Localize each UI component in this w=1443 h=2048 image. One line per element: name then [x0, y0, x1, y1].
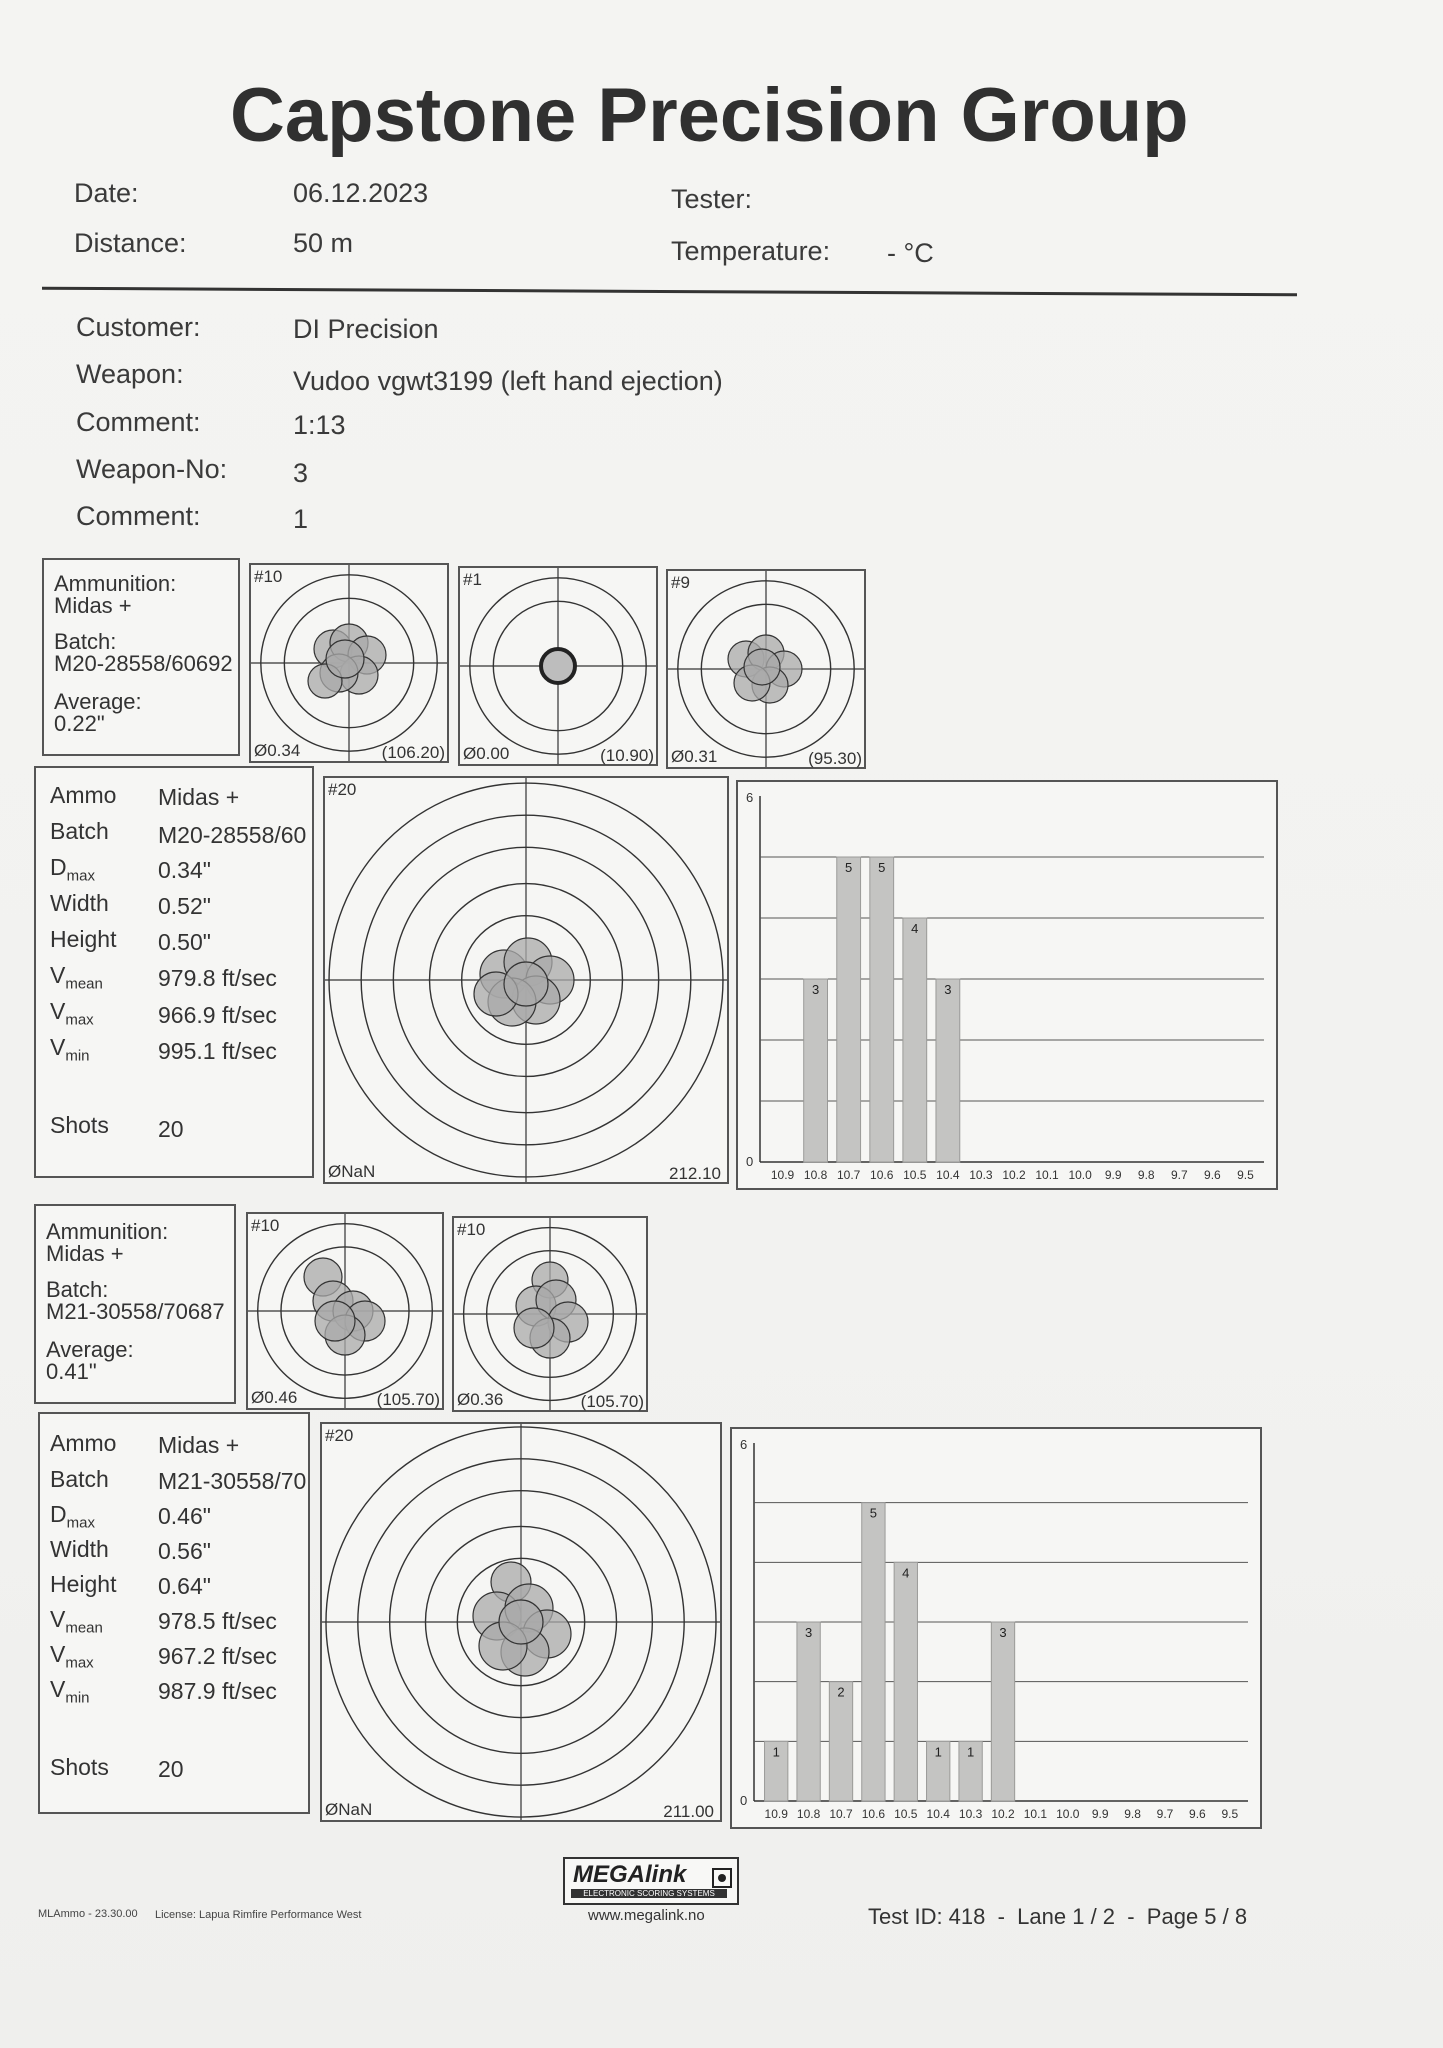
vmax-letter: V	[50, 998, 66, 1024]
stats-table	[38, 1412, 310, 1814]
target-rings	[454, 1218, 646, 1410]
group-diameter: Ø0.34	[254, 741, 301, 760]
height-label: Height	[50, 926, 117, 952]
small-target	[458, 566, 658, 766]
shot-hole	[504, 962, 548, 1006]
vmean-sub: mean	[65, 1619, 103, 1637]
weapon-no-value: 3	[293, 458, 309, 488]
x-tick-label: 10.2	[991, 1807, 1015, 1821]
ammo-value: Midas +	[158, 784, 240, 810]
height-label: Height	[50, 1571, 117, 1597]
average-label: Average:	[46, 1337, 134, 1362]
comment-value-2: 1	[293, 504, 309, 534]
batch-value: M20-28558/60692	[54, 651, 233, 676]
ammunition-label: Ammunition:	[46, 1219, 169, 1244]
target-score: (95.30)	[808, 749, 862, 768]
histogram-bar	[894, 1562, 917, 1801]
small-target	[249, 563, 449, 763]
page-title: Capstone Precision Group	[230, 73, 1189, 158]
bar-value-label: 1	[772, 1744, 780, 1760]
target-id: #10	[254, 567, 283, 586]
vmean-sub: mean	[65, 975, 103, 993]
ammo-summary-box	[42, 558, 240, 756]
y-tick-label: 6	[740, 1437, 748, 1452]
x-tick-label: 10.9	[764, 1807, 788, 1821]
histogram-bar	[837, 857, 861, 1162]
histogram-bar	[991, 1622, 1014, 1801]
vmin-label	[50, 1034, 90, 1065]
shots-value: 20	[158, 1756, 184, 1782]
vmax-letter: V	[50, 1641, 66, 1667]
target-id: #10	[251, 1216, 280, 1235]
target-score: (105.70)	[580, 1392, 644, 1411]
histogram-bar	[862, 1503, 885, 1801]
comment-value: 1:13	[293, 410, 346, 440]
shot-hole	[499, 1600, 543, 1644]
x-tick-label: 10.5	[903, 1168, 927, 1182]
bar-value-label: 4	[911, 921, 919, 936]
group-diameter: ØNaN	[325, 1800, 373, 1819]
shots-label: Shots	[50, 1754, 109, 1780]
shots-label: Shots	[50, 1112, 109, 1138]
ammunition-value: Midas +	[54, 593, 132, 618]
vmin-sub: min	[65, 1047, 90, 1065]
x-tick-label: 9.7	[1170, 1168, 1188, 1182]
vmax-sub: max	[65, 1011, 94, 1029]
x-tick-label: 9.5	[1221, 1807, 1239, 1821]
vmean-letter: V	[50, 1606, 66, 1632]
width-value: 0.56"	[158, 1538, 211, 1564]
x-tick-label: 10.9	[770, 1168, 795, 1182]
distance-value: 50 m	[293, 228, 354, 258]
stats-table	[34, 766, 314, 1178]
software-version: MLAmmo - 23.30.00	[38, 1908, 138, 1920]
group-diameter: ØNaN	[328, 1162, 376, 1181]
ammunition-label: Ammunition:	[54, 571, 177, 596]
megalink-logo	[563, 1857, 739, 1905]
batch-label: Batch	[50, 818, 109, 844]
width-label: Width	[50, 890, 109, 916]
ammo-value: Midas +	[158, 1432, 240, 1458]
average-value: 0.41"	[46, 1359, 97, 1384]
batch-value: M21-30558/70687	[46, 1299, 225, 1324]
customer-label: Customer:	[76, 312, 201, 342]
x-tick-label: 10.6	[861, 1807, 886, 1821]
shot-hole	[744, 649, 780, 685]
small-target	[666, 569, 866, 769]
vmin-letter: V	[50, 1676, 66, 1702]
x-tick-label: 9.9	[1104, 1168, 1122, 1182]
temperature-value: - °C	[887, 238, 934, 268]
vmax-label	[50, 1641, 94, 1672]
histogram-bar	[804, 979, 828, 1162]
group-diameter: Ø0.36	[457, 1390, 504, 1409]
x-tick-label: 10.4	[936, 1168, 960, 1182]
vmin-value: 995.1 ft/sec	[158, 1038, 277, 1064]
bar-value-label: 1	[966, 1744, 975, 1760]
dmax-sub: max	[66, 1514, 95, 1532]
x-tick-label: 9.8	[1137, 1168, 1155, 1182]
batch-value: M21-30558/70	[158, 1468, 307, 1494]
target-id: #1	[463, 570, 482, 589]
vmean-value: 978.5 ft/sec	[158, 1608, 277, 1634]
histogram-chart	[738, 782, 1276, 1188]
dmax-letter: D	[50, 854, 67, 880]
y-tick-label: 0	[746, 1154, 754, 1169]
target-rings	[325, 778, 727, 1182]
histogram-bar	[903, 918, 927, 1162]
target-score: (105.70)	[376, 1390, 440, 1409]
target-rings	[460, 568, 656, 764]
target-id: #20	[328, 780, 357, 799]
shot-hole	[541, 649, 575, 683]
comment-label-2: Comment:	[76, 501, 201, 531]
group-diameter: Ø0.31	[671, 747, 718, 766]
header-divider	[42, 287, 1297, 297]
vmean-label	[50, 962, 103, 993]
bar-value-label: 3	[944, 982, 952, 997]
weapon-label: Weapon:	[76, 359, 184, 389]
composite-target	[320, 1422, 722, 1822]
target-rings	[251, 565, 447, 761]
group-diameter: Ø0.46	[251, 1388, 298, 1407]
score-histogram	[736, 780, 1278, 1190]
date-label: Date:	[74, 178, 139, 208]
y-tick-label: 0	[740, 1793, 748, 1808]
distance-label: Distance:	[74, 228, 187, 258]
small-target	[246, 1212, 444, 1410]
ammo-label: Ammo	[50, 1430, 117, 1456]
vmin-value: 987.9 ft/sec	[158, 1678, 277, 1704]
bar-value-label: 5	[845, 860, 853, 875]
bar-value-label: 1	[934, 1744, 942, 1760]
shot-hole	[326, 640, 364, 678]
comment-label: Comment:	[76, 407, 201, 437]
vmax-value: 967.2 ft/sec	[158, 1643, 277, 1669]
shots-value: 20	[158, 1116, 184, 1142]
vmax-value: 966.9 ft/sec	[158, 1002, 277, 1028]
target-score: 211.00	[663, 1802, 714, 1821]
batch-label: Batch:	[46, 1277, 109, 1302]
average-label: Average:	[54, 689, 142, 714]
bar-value-label: 5	[869, 1505, 878, 1521]
target-score: (10.90)	[600, 746, 654, 765]
vmin-letter: V	[50, 1034, 66, 1060]
vmean-label	[50, 1606, 103, 1637]
website-link[interactable]: www.megalink.no	[588, 1907, 705, 1924]
vmin-sub: min	[65, 1689, 90, 1707]
x-tick-label: 10.7	[836, 1168, 861, 1182]
x-tick-label: 10.1	[1023, 1807, 1048, 1821]
histogram-bar	[797, 1622, 820, 1801]
x-tick-label: 10.4	[926, 1807, 950, 1821]
vmean-value: 979.8 ft/sec	[158, 965, 277, 991]
batch-value: M20-28558/60	[158, 822, 307, 848]
average-value: 0.22"	[54, 711, 105, 736]
target-rings	[668, 571, 864, 767]
tester-label: Tester:	[671, 184, 753, 214]
x-tick-label: 10.8	[796, 1807, 821, 1821]
group-diameter: Ø0.00	[463, 744, 510, 763]
bar-value-label: 3	[811, 982, 820, 997]
x-tick-label: 10.0	[1068, 1168, 1092, 1182]
shot-hole	[315, 1301, 355, 1341]
bar-value-label: 3	[804, 1625, 813, 1640]
weapon-no-label: Weapon-No:	[76, 454, 228, 484]
x-tick-label: 9.8	[1124, 1807, 1141, 1821]
x-tick-label: 10.6	[870, 1168, 894, 1182]
shot-hole	[514, 1308, 554, 1348]
logo-tagline: ELECTRONIC SCORING SYSTEMS	[571, 1889, 727, 1898]
dmax-label	[50, 854, 95, 885]
dmax-value: 0.34"	[158, 857, 211, 883]
dmax-sub: max	[66, 867, 95, 885]
small-target	[452, 1216, 648, 1412]
date-value: 06.12.2023	[293, 178, 429, 208]
width-label: Width	[50, 1536, 109, 1562]
x-tick-label: 9.7	[1156, 1807, 1174, 1821]
vmax-sub: max	[65, 1654, 94, 1672]
score-histogram	[730, 1427, 1262, 1829]
x-tick-label: 10.2	[1002, 1168, 1026, 1182]
x-tick-label: 10.8	[803, 1168, 828, 1182]
target-score: 212.10	[669, 1164, 721, 1183]
temperature-label: Temperature:	[671, 236, 831, 266]
ammo-summary-box	[34, 1204, 236, 1404]
height-value: 0.50"	[158, 929, 211, 955]
logo-wordmark: MEGAlink	[573, 1861, 687, 1888]
dmax-value: 0.46"	[158, 1503, 211, 1529]
x-tick-label: 9.9	[1091, 1807, 1109, 1821]
x-tick-label: 9.5	[1237, 1168, 1254, 1182]
weapon-value: Vudoo vgwt3199 (left hand ejection)	[293, 366, 723, 396]
dmax-letter: D	[50, 1501, 67, 1527]
bar-value-label: 4	[902, 1565, 910, 1581]
ammunition-value: Midas +	[46, 1241, 124, 1266]
x-tick-label: 10.1	[1035, 1168, 1059, 1182]
vmax-label	[50, 998, 94, 1029]
batch-label: Batch:	[54, 629, 117, 654]
target-score: (106.20)	[381, 743, 445, 762]
target-icon	[712, 1868, 732, 1888]
ammo-label: Ammo	[50, 782, 117, 808]
histogram-chart	[732, 1429, 1260, 1827]
customer-value: DI Precision	[293, 314, 439, 344]
x-tick-label: 10.3	[958, 1807, 983, 1821]
bar-value-label: 2	[837, 1684, 845, 1700]
bar-value-label: 3	[999, 1625, 1007, 1640]
dmax-label	[50, 1501, 95, 1532]
width-value: 0.52"	[158, 893, 211, 919]
histogram-bar	[870, 857, 894, 1162]
x-tick-label: 10.0	[1056, 1807, 1080, 1821]
x-tick-label: 10.7	[829, 1807, 853, 1821]
x-tick-label: 10.3	[969, 1168, 993, 1182]
target-id: #10	[457, 1220, 486, 1239]
target-id: #20	[325, 1426, 354, 1445]
target-id: #9	[671, 573, 690, 592]
batch-label: Batch	[50, 1466, 109, 1492]
y-tick-label: 6	[746, 790, 754, 805]
composite-target	[323, 776, 729, 1184]
vmin-label	[50, 1676, 90, 1707]
height-value: 0.64"	[158, 1573, 211, 1599]
target-rings	[322, 1424, 720, 1820]
vmean-letter: V	[50, 962, 66, 988]
target-rings	[248, 1214, 442, 1408]
x-tick-label: 9.6	[1204, 1168, 1221, 1182]
x-tick-label: 9.6	[1189, 1807, 1206, 1821]
test-info: Test ID: 418 - Lane 1 / 2 - Page 5 / 8	[868, 1904, 1248, 1929]
histogram-bar	[936, 979, 960, 1162]
license-text: License: Lapua Rimfire Performance West	[155, 1909, 362, 1921]
bar-value-label: 5	[878, 860, 886, 875]
x-tick-label: 10.5	[894, 1807, 918, 1821]
